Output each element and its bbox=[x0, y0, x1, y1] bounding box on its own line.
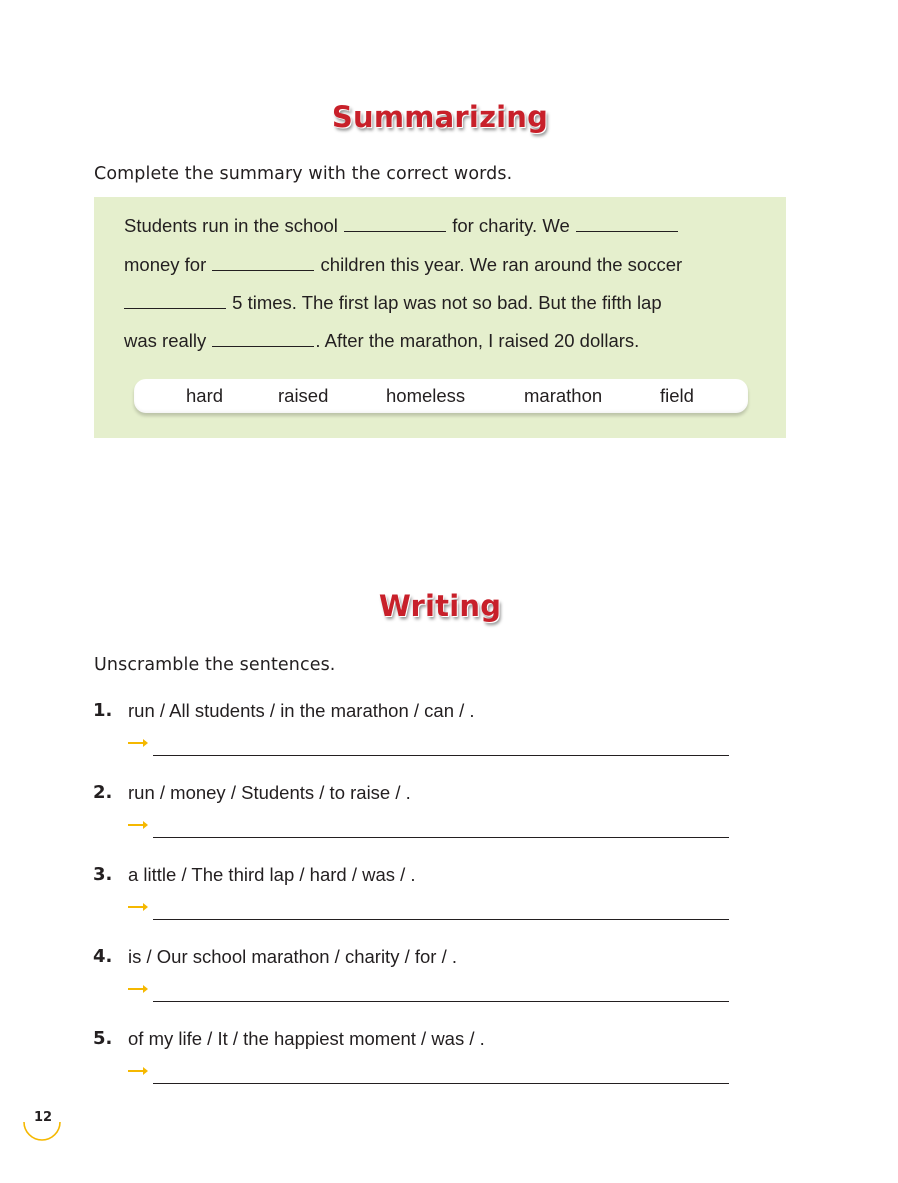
answer-line[interactable] bbox=[153, 919, 729, 920]
word-bank-item: raised bbox=[278, 385, 329, 406]
word-bank-item: field bbox=[660, 385, 694, 406]
item-prompt: a little / The third lap / hard / was / . bbox=[128, 864, 416, 885]
summary-text: for charity. We bbox=[447, 215, 575, 236]
blank-3[interactable] bbox=[212, 254, 314, 271]
arrow-right-icon bbox=[127, 819, 149, 831]
item-number: 1. bbox=[93, 700, 113, 721]
blank-2[interactable] bbox=[576, 215, 678, 232]
item-prompt: run / money / Students / to raise / . bbox=[128, 782, 411, 803]
page-number: 12 bbox=[34, 1110, 53, 1125]
item-number: 3. bbox=[93, 864, 113, 885]
arrow-right-icon bbox=[127, 983, 149, 995]
item-number: 4. bbox=[93, 946, 113, 967]
item-prompt: is / Our school marathon / charity / for / . bbox=[128, 946, 458, 967]
summarizing-instruction: Complete the summary with the correct words. bbox=[94, 164, 513, 184]
summary-line-3 bbox=[124, 292, 662, 314]
word-bank bbox=[134, 379, 748, 413]
word-bank-item: hard bbox=[186, 385, 224, 406]
summary-line-2 bbox=[124, 254, 682, 276]
arrow-right-icon bbox=[127, 1065, 149, 1077]
writing-title: Writing bbox=[378, 589, 502, 623]
writing-instruction: Unscramble the sentences. bbox=[94, 655, 336, 675]
summary-text: was really bbox=[124, 330, 212, 351]
item-number: 5. bbox=[93, 1028, 113, 1049]
arrow-right-icon bbox=[127, 737, 149, 749]
word-bank-item: homeless bbox=[386, 385, 466, 406]
answer-line[interactable] bbox=[153, 1083, 729, 1084]
summary-line-4 bbox=[124, 330, 639, 352]
blank-5[interactable] bbox=[212, 330, 314, 347]
summary-text: 5 times. The first lap was not so bad. But the fifth lap bbox=[227, 292, 662, 313]
arrow-right-icon bbox=[127, 901, 149, 913]
summary-text: Students run in the school bbox=[124, 215, 344, 236]
answer-line[interactable] bbox=[153, 1001, 729, 1002]
blank-1[interactable] bbox=[344, 215, 446, 232]
item-number: 2. bbox=[93, 782, 113, 803]
summary-line-1 bbox=[124, 215, 679, 237]
blank-4[interactable] bbox=[124, 292, 226, 309]
summary-box bbox=[94, 197, 786, 438]
summarizing-title: Summarizing bbox=[331, 100, 549, 134]
item-prompt: run / All students / in the marathon / can / . bbox=[128, 700, 475, 721]
summary-text: money for bbox=[124, 254, 212, 275]
answer-line[interactable] bbox=[153, 755, 729, 756]
summary-text: children this year. We ran around the soccer bbox=[315, 254, 683, 275]
answer-line[interactable] bbox=[153, 837, 729, 838]
item-prompt: of my life / It / the happiest moment / was / . bbox=[128, 1028, 485, 1049]
word-bank-item: marathon bbox=[524, 385, 603, 406]
summary-text: . After the marathon, I raised 20 dollars. bbox=[315, 330, 640, 351]
